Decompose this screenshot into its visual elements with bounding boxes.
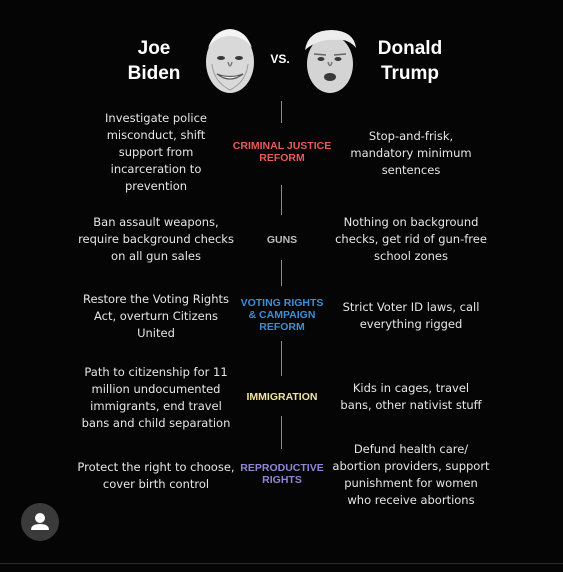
divider-line — [281, 341, 282, 376]
divider-line — [281, 101, 282, 123]
bottom-divider — [0, 563, 563, 564]
category-immigration: IMMIGRATION — [246, 391, 318, 403]
biden-position-immigration: Path to citizenship for 11 million undocumented immigrants, end travel bans and child separation — [81, 365, 231, 430]
trump-position-guns: Nothing on background checks, get rid of gun-free school zones — [335, 215, 487, 263]
trump-name — [368, 36, 452, 86]
trump-position-reproductive-rights: Defund health care/ abortion providers, support punishment for women who receive abortions — [332, 442, 490, 507]
category-voting-rights-campaign-reform: VOTING RIGHTS & CAMPAIGN REFORM — [240, 297, 324, 333]
biden-position-reproductive-rights: Protect the right to choose, cover birth control — [77, 460, 235, 491]
trump-position-voting-rights: Strict Voter ID laws, call everything rigged — [342, 300, 480, 331]
versus-label: VS. — [270, 52, 290, 66]
biden-position-criminal-justice: Investigate police misconduct, shift support from incarceration to prevention — [105, 111, 207, 193]
user-icon — [21, 503, 59, 541]
divider-line — [281, 185, 282, 215]
biden-position-voting-rights: Restore the Voting Rights Act, overturn Citizens United — [82, 292, 230, 340]
biden-portrait-icon — [200, 24, 260, 96]
trump-position-criminal-justice: Stop-and-frisk, mandatory minimum sentences — [350, 129, 472, 177]
biden-last-name: Biden — [127, 63, 181, 84]
category-reproductive-rights: REPRODUCTIVE RIGHTS — [240, 462, 324, 486]
trump-portrait-icon — [300, 24, 360, 96]
trump-first-name: Donald — [377, 38, 443, 59]
divider-line — [281, 260, 282, 286]
trump-last-name: Trump — [380, 63, 440, 84]
biden-first-name: Joe — [137, 38, 171, 59]
biden-position-guns: Ban assault weapons, require background checks on all gun sales — [78, 215, 234, 263]
divider-line — [281, 416, 282, 449]
biden-name — [115, 36, 193, 86]
trump-position-immigration: Kids in cages, travel bans, other nativist stuff — [340, 381, 482, 412]
category-guns: GUNS — [266, 234, 298, 246]
category-criminal-justice-reform: CRIMINAL JUSTICE REFORM — [232, 140, 332, 164]
user-profile-button[interactable] — [21, 503, 59, 541]
